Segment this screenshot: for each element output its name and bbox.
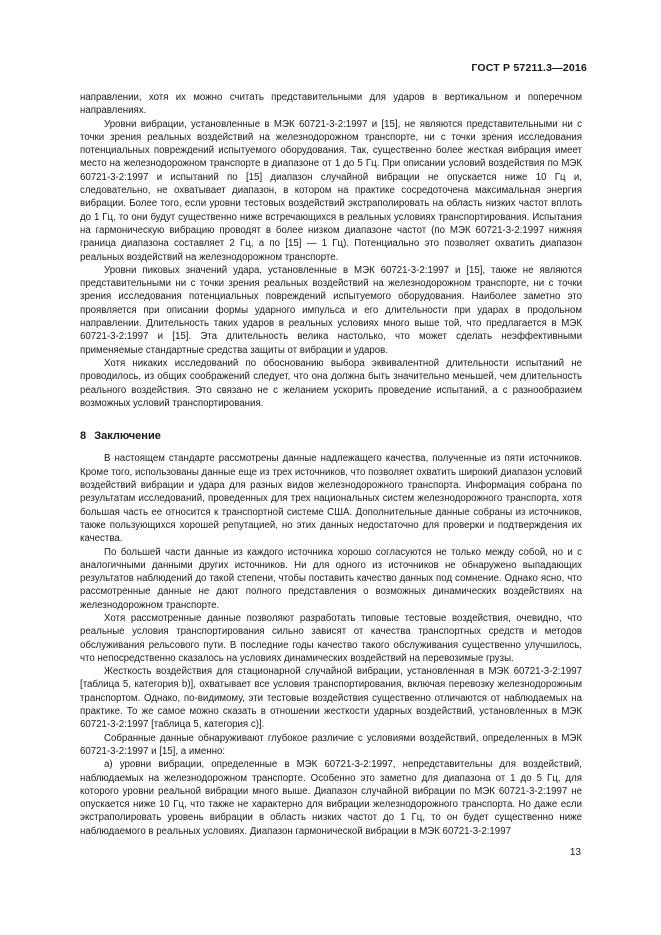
paragraph: Жесткость воздействия для стационарной случайной вибрации, установленная в МЭК 60721-3-2:1997 [таблица 5, категория b)], охватывает все условия транспортирования, включая перевозку железнодорожным транспортом. Однако, по-видимому, эти тестовые воздействия существенно отличаются от наблюдаемых на практике. То же самое можно сказать в отношении жесткости ударных воздействий, установленных в МЭК 60721-3-2:1997 [таблица 5, категория с)].	[80, 666, 582, 731]
page-number: 13	[569, 847, 581, 858]
section-heading	[80, 430, 582, 443]
paragraph: По большей части данные из каждого источника хорошо согласуются не только между собой, но и с аналогичными данными других источников. Ни для одного из источников не обнаружено выпадающих результатов наблюдений до такой степени, чтобы поставить качество данных под сомнение. Однако ясно, что рассмотренные данные не дают полного представления о возможных динамических воздействиях на железнодорожном транспорте.	[80, 546, 582, 611]
paragraph: Хотя никаких исследований по обоснованию выбора эквивалентной длительности испытаний не проводилось, из общих соображений следует, что она должна быть значительно меньшей, чем длительность реального воздействия. Это связано не с желанием ускорить проведение испытаний, а с разнообразием возможных условий транспортирования.	[80, 357, 582, 409]
section-number: 8	[80, 430, 87, 443]
paragraph: Хотя рассмотренные данные позволяют разработать типовые тестовые воздействия, очевидно, что реальные условия транспортирования сильно зависят от качества транспортных средств и методов обслуживания рельсового пути. В последние годы качество такого обслуживания существенно улучшилось, что непосредственно сказалось на условиях динамических воздействий на перевозимые грузы.	[80, 612, 582, 664]
list-item: а) уровни вибрации, определенные в МЭК 60721-3-2:1997, непредставительны для воздействий, наблюдаемых на железнодорожном транспорте. Особенно это заметно для диапазона от 1 до 5 Гц, для которого уровни реальной вибрации много выше. Диапазон случайной вибрации по МЭК 60721-3-2:1997 не опускается ниже 10 Гц, что также не характерно для вибрации железнодорожного транспорта. Но даже если экстраполировать уровень вибрации в область низких частот до 1 Гц, то он будет существенно ниже наблюдаемого в реальных условиях. Диапазон гармонической вибрации в МЭК 60721-3-2:1997	[80, 759, 582, 837]
paragraph: Уровни пиковых значений удара, установленные в МЭК 60721-3-2:1997 и [15], также не являются представительными ни с точки зрения реальных воздействий на железнодорожном транспорте, ни с точки зрения исследования потенциальных повреждений испытуемого оборудования. Наиболее заметно это проявляется при описании формы ударного импульса и его длительности при ударах в продольном направлении. Длительность таких ударов в реальных условиях много выше той, что предлагается в МЭК 60721-3-2:1997 и [15]. Эта длительность велика настолько, что может сделать неэффективными применяемые стандартные средства защиты от вибрации и ударов.	[80, 264, 582, 356]
paragraph: Собранные данные обнаруживают глубокое различие с условиями воздействий, определенных в МЭК 60721-3-2:1997 и [15], а именно:	[80, 732, 582, 757]
paragraph: Уровни вибрации, установленные в МЭК 60721-3-2:1997 и [15], не являются представительными ни с точки зрения реальных воздействий на железнодорожном транспорте, ни с точки зрения исследования потенциальных повреждений испытуемого оборудования. Так, существенно более жесткая вибрация имеет место на железнодорожном транспорте в диапазоне от 1 до 5 Гц. При описании условий воздействия по МЭК 60721-3-2:1997 и испытаний по [15] диапазон случайной вибрации не опускается ниже 10 Гц и, следовательно, не охватывает диапазон, в котором на практике сосредоточена максимальная энергия вибрации. Более того, если уровни тестовых воздействий экстраполировать на область низких частот вплоть до 1 Гц, то они будут существенно ниже встречающихся в реальных условиях транспортирования. Испытания на гармоническую вибрацию проводят в более низком диапазоне частот (по МЭК 60721-3-2:1997 нижняя граница диапазона составляет 2 Гц, а по [15] — 1 Гц). Потенциально это позволяет охватить диапазон реальных воздействий на железнодорожном транспорте.	[80, 118, 582, 263]
document-code-header: ГОСТ Р 57211.3—2016	[471, 62, 587, 74]
paragraph: В настоящем стандарте рассмотрены данные надлежащего качества, полученные из пяти источников. Кроме того, использованы данные еще из трех источников, что позволяет охватить широкий диапазон условий воздействий вибрации и удара для разных видов железнодорожного транспорта. Информация собрана по результатам исследований, проведенных для трех национальных систем железнодорожного транспорта, хотя большая часть ее относится к транспортной системе США. Дополнительные данные собраны из источников, также пользующихся хорошей репутацией, но этих данных недостаточно для проверки и подтверждения их качества.	[80, 453, 582, 545]
section-title: Заключение	[94, 430, 161, 443]
paragraph: направлении, хотя их можно считать представительными для ударов в вертикальном и поперечном направлениях.	[80, 92, 582, 117]
document-body	[80, 91, 582, 838]
